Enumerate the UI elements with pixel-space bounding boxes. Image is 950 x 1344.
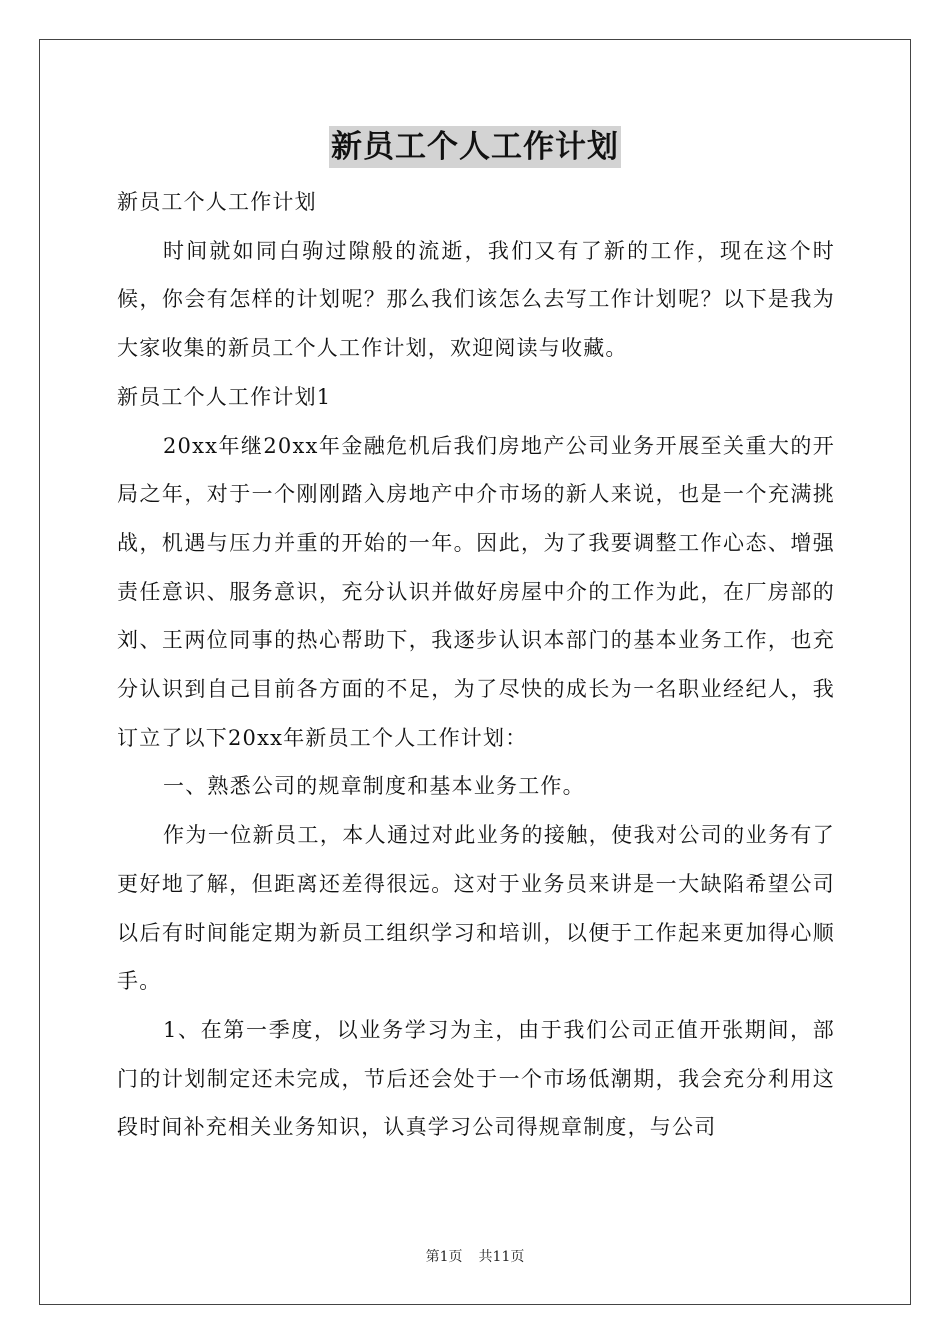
page-total: 共11页 [478,1249,525,1265]
paragraph: 新员工个人工作计划 [117,190,317,214]
document-title: 新员工个人工作计划 [329,126,621,168]
document-body [117,178,835,1152]
paragraph: 时间就如同白驹过隙般的流逝，我们又有了新的工作，现在这个时候，你会有怎样的计划呢？那么我们该怎么去写工作计划呢？以下是我为大家收集的新员工个人工作计划，欢迎阅读与收藏。 [117,238,835,361]
paragraph: 1、在第一季度，以业务学习为主，由于我们公司正值开张期间，部门的计划制定还未完成，节后还会处于一个市场低潮期，我会充分利用这段时间补充相关业务知识，认真学习公司得规章制度，与公司 [117,1017,835,1140]
page-footer [0,1246,950,1266]
paragraph: 作为一位新员工，本人通过对此业务的接触，使我对公司的业务有了更好地了解，但距离还差得很远。这对于业务员来讲是一大缺陷希望公司以后有时间能定期为新员工组织学习和培训，以便于工作起来更加得心顺手。 [117,823,835,994]
page-number: 第1页 [425,1249,463,1265]
paragraph: 20xx年继20xx年金融危机后我们房地产公司业务开展至关重大的开局之年，对于一个刚刚踏入房地产中介市场的新人来说，也是一个充满挑战，机遇与压力并重的开始的一年。因此，为了我要调整工作心态、增强责任意识、服务意识，充分认识并做好房屋中介的工作为此，在厂房部的刘、王两位同事的热心帮助下，我逐步认识本部门的基本业务工作，也充分认识到自己目前各方面的不足，为了尽快的成长为一名职业经纪人，我订立了以下20xx年新员工个人工作计划： [117,433,835,750]
paragraph: 一、熟悉公司的规章制度和基本业务工作。 [163,774,585,799]
paragraph: 新员工个人工作计划1 [117,384,332,409]
title-area [0,126,950,168]
